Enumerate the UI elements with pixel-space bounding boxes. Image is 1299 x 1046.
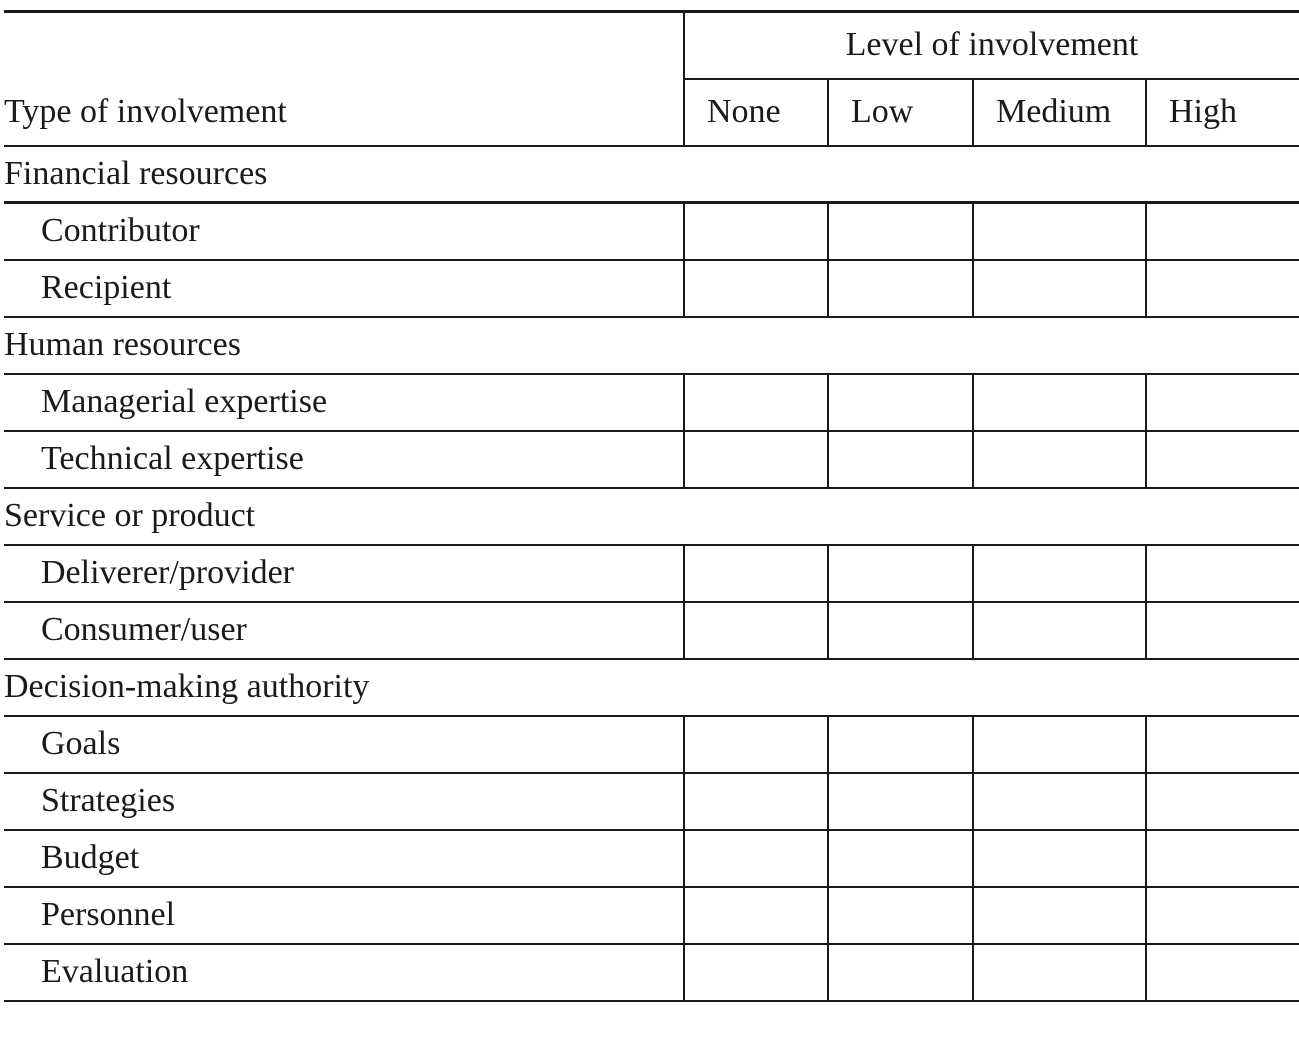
cell-none[interactable] [684, 545, 828, 602]
category-row [4, 488, 1299, 545]
cell-high[interactable] [1146, 887, 1299, 944]
cell-medium[interactable] [973, 260, 1146, 317]
cell-high[interactable] [1146, 830, 1299, 887]
category-row [4, 317, 1299, 374]
level-medium-header: Medium [973, 79, 1146, 146]
cell-medium[interactable] [973, 374, 1146, 431]
cell-medium[interactable] [973, 830, 1146, 887]
table-row [4, 203, 1299, 260]
cell-high[interactable] [1146, 431, 1299, 488]
row-label: Managerial expertise [4, 374, 684, 431]
cell-none[interactable] [684, 602, 828, 659]
involvement-table [4, 10, 1299, 1002]
cell-none[interactable] [684, 260, 828, 317]
cell-low[interactable] [828, 374, 973, 431]
row-label: Recipient [4, 260, 684, 317]
row-label: Strategies [4, 773, 684, 830]
table-row [4, 887, 1299, 944]
row-label: Evaluation [4, 944, 684, 1001]
cell-medium[interactable] [973, 203, 1146, 260]
row-label: Goals [4, 716, 684, 773]
cell-none[interactable] [684, 887, 828, 944]
table-row [4, 260, 1299, 317]
cell-medium[interactable] [973, 602, 1146, 659]
level-of-involvement-header: Level of involvement [684, 12, 1299, 79]
cell-none[interactable] [684, 431, 828, 488]
level-low-header: Low [828, 79, 973, 146]
cell-high[interactable] [1146, 602, 1299, 659]
table-row [4, 830, 1299, 887]
row-label: Personnel [4, 887, 684, 944]
category-row [4, 659, 1299, 716]
table-row [4, 374, 1299, 431]
category-label: Financial resources [4, 146, 1299, 203]
cell-medium[interactable] [973, 944, 1146, 1001]
cell-none[interactable] [684, 716, 828, 773]
row-label: Budget [4, 830, 684, 887]
cell-high[interactable] [1146, 716, 1299, 773]
cell-none[interactable] [684, 374, 828, 431]
cell-low[interactable] [828, 830, 973, 887]
cell-medium[interactable] [973, 545, 1146, 602]
cell-high[interactable] [1146, 773, 1299, 830]
cell-none[interactable] [684, 944, 828, 1001]
category-row [4, 146, 1299, 203]
table-row [4, 431, 1299, 488]
cell-high[interactable] [1146, 944, 1299, 1001]
cell-high[interactable] [1146, 374, 1299, 431]
cell-medium[interactable] [973, 887, 1146, 944]
table-row [4, 773, 1299, 830]
cell-low[interactable] [828, 773, 973, 830]
cell-low[interactable] [828, 545, 973, 602]
row-label: Contributor [4, 203, 684, 260]
type-of-involvement-header: Type of involvement [4, 12, 684, 146]
cell-low[interactable] [828, 944, 973, 1001]
cell-none[interactable] [684, 773, 828, 830]
category-label: Decision-making authority [4, 659, 1299, 716]
cell-medium[interactable] [973, 431, 1146, 488]
category-label: Service or product [4, 488, 1299, 545]
table-row [4, 602, 1299, 659]
row-label: Consumer/user [4, 602, 684, 659]
cell-low[interactable] [828, 203, 973, 260]
level-high-header: High [1146, 79, 1299, 146]
row-label: Technical expertise [4, 431, 684, 488]
row-label: Deliverer/provider [4, 545, 684, 602]
cell-high[interactable] [1146, 545, 1299, 602]
cell-none[interactable] [684, 830, 828, 887]
table-row [4, 716, 1299, 773]
cell-medium[interactable] [973, 716, 1146, 773]
cell-low[interactable] [828, 887, 973, 944]
table-row [4, 545, 1299, 602]
cell-high[interactable] [1146, 203, 1299, 260]
cell-medium[interactable] [973, 773, 1146, 830]
cell-low[interactable] [828, 602, 973, 659]
table-row [4, 944, 1299, 1001]
cell-high[interactable] [1146, 260, 1299, 317]
cell-low[interactable] [828, 431, 973, 488]
cell-low[interactable] [828, 260, 973, 317]
level-none-header: None [684, 79, 828, 146]
cell-none[interactable] [684, 203, 828, 260]
category-label: Human resources [4, 317, 1299, 374]
cell-low[interactable] [828, 716, 973, 773]
